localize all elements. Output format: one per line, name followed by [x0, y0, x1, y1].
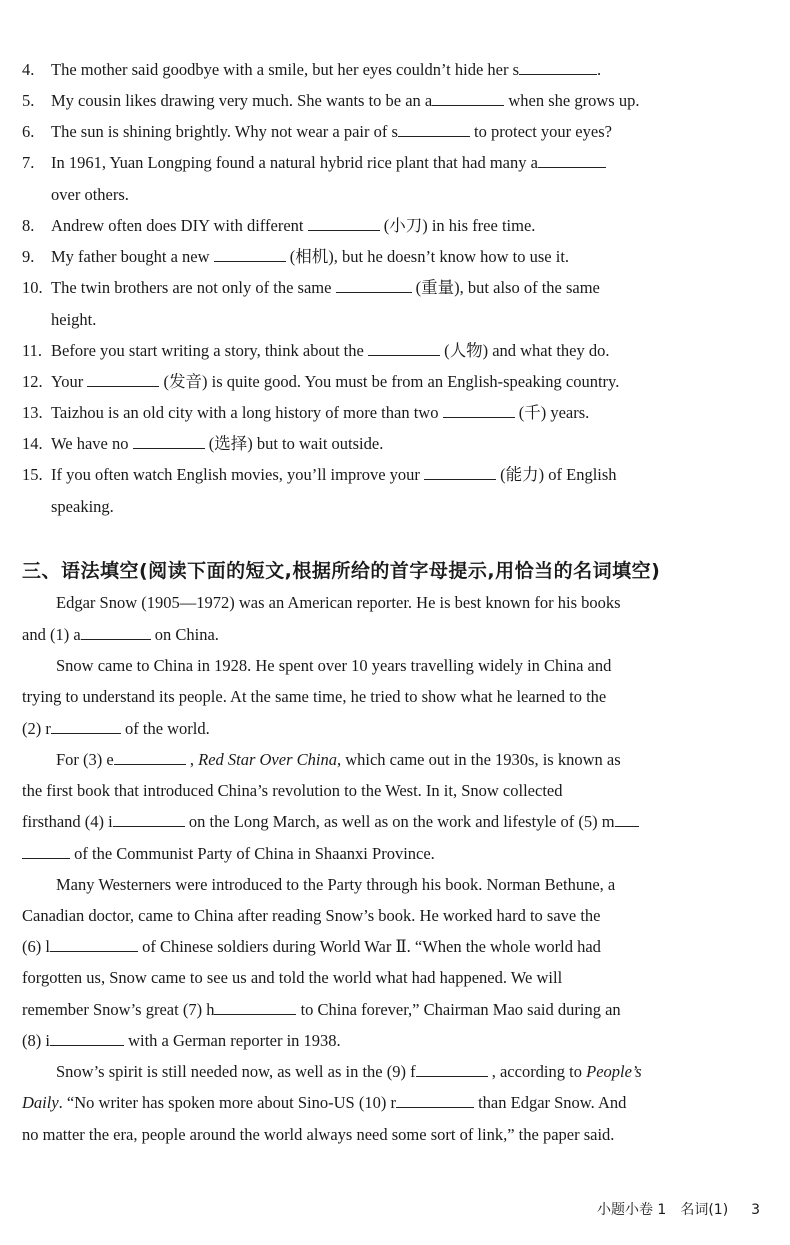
answer-blank[interactable]	[87, 370, 159, 387]
question-15-continued: speaking.	[51, 497, 114, 516]
answer-blank-9[interactable]	[416, 1060, 488, 1077]
question-4: 4. The mother said goodbye with a smile, but her eyes couldn’t hide her s .	[22, 60, 602, 79]
question-6: 6. The sun is shining brightly. Why not wear a pair of s to protect your eyes?	[22, 122, 612, 141]
question-8: 8. Andrew often does DIY with different (小刀) in his free time.	[22, 216, 536, 235]
answer-blank[interactable]	[519, 58, 597, 75]
answer-blank-5-continued[interactable]	[22, 842, 70, 859]
passage-line: Canadian doctor, came to China after reading Snow’s book. He worked hard to save the	[22, 906, 601, 925]
answer-blank[interactable]	[336, 276, 412, 293]
question-9: 9. My father bought a new (相机), but he doesn’t know how to use it.	[22, 247, 570, 266]
answer-blank[interactable]	[538, 151, 606, 168]
passage-line: (2) r of the world.	[22, 719, 210, 738]
answer-blank-1[interactable]	[81, 623, 151, 640]
passage-line: Daily. “No writer has spoken more about Sino-US (10) r than Edgar Snow. And	[22, 1093, 627, 1112]
answer-blank-10[interactable]	[396, 1091, 474, 1108]
answer-blank-8[interactable]	[50, 1029, 124, 1046]
passage-line: no matter the era, people around the world always need some sort of link,” the paper said.	[22, 1125, 615, 1144]
passage-line: of the Communist Party of China in Shaanxi Province.	[22, 838, 435, 870]
page-number: 3	[751, 1202, 760, 1218]
answer-blank[interactable]	[443, 401, 515, 418]
question-11: 11. Before you start writing a story, think about the (人物) and what they do.	[22, 341, 610, 360]
answer-blank-2[interactable]	[51, 717, 121, 734]
question-13: 13. Taizhou is an old city with a long history of more than two (千) years.	[22, 403, 590, 422]
question-10-continued: height.	[51, 310, 97, 329]
page-footer	[597, 1199, 760, 1219]
passage-line: Edgar Snow (1905—1972) was an American reporter. He is best known for his books	[56, 593, 621, 612]
answer-blank-6[interactable]	[50, 935, 138, 952]
passage-line: (6) l of Chinese soldiers during World War Ⅱ. “When the whole world had	[22, 937, 601, 956]
section-title: 三、语法填空(阅读下面的短文,根据所给的首字母提示,用恰当的名词填空)	[22, 560, 661, 582]
passage-line: trying to understand its people. At the same time, he tried to show what he learned to the	[22, 687, 607, 706]
question-14: 14. We have no (选择) but to wait outside.	[22, 434, 384, 453]
passage-line: forgotten us, Snow came to see us and told the world what had happened. We will	[22, 968, 563, 987]
passage-line: (8) i with a German reporter in 1938.	[22, 1031, 341, 1050]
answer-blank[interactable]	[398, 120, 470, 137]
passage-line: Snow came to China in 1928. He spent over 10 years travelling widely in China and	[56, 656, 612, 675]
answer-blank[interactable]	[214, 245, 286, 262]
answer-blank[interactable]	[133, 432, 205, 449]
question-7-continued: over others.	[51, 185, 129, 204]
answer-blank[interactable]	[308, 214, 380, 231]
passage-line: remember Snow’s great (7) h to China forever,” Chairman Mao said during an	[22, 1000, 621, 1019]
answer-blank[interactable]	[424, 463, 496, 480]
passage-line: firsthand (4) i on the Long March, as well as on the work and lifestyle of (5) m	[22, 806, 639, 838]
passage-line: Many Westerners were introduced to the Party through his book. Norman Bethune, a	[56, 875, 616, 894]
question-5: 5. My cousin likes drawing very much. She wants to be an a when she grows up.	[22, 91, 640, 110]
passage-line: For (3) e , Red Star Over China, which came out in the 1930s, is known as	[56, 750, 621, 769]
passage-line: the first book that introduced China’s revolution to the West. In it, Snow collected	[22, 781, 563, 800]
answer-blank-5[interactable]	[615, 810, 639, 827]
answer-blank-4[interactable]	[113, 810, 185, 827]
answer-blank[interactable]	[368, 339, 440, 356]
passage-line: and (1) a on China.	[22, 625, 219, 644]
question-12: 12. Your (发音) is quite good. You must be from an English-speaking country.	[22, 372, 620, 391]
question-7: 7. In 1961, Yuan Longping found a natural hybrid rice plant that had many a	[22, 147, 762, 179]
question-10: 10. The twin brothers are not only of the same (重量), but also of the same	[22, 278, 600, 297]
answer-blank[interactable]	[432, 89, 504, 106]
passage-line: Snow’s spirit is still needed now, as well as in the (9) f , according to People’s	[56, 1062, 642, 1081]
footer-label: 小题小卷 1 名词(1)	[596, 1202, 729, 1218]
question-15: 15. If you often watch English movies, you’ll improve your (能力) of English	[22, 465, 617, 484]
answer-blank-7[interactable]	[214, 998, 296, 1015]
answer-blank-3[interactable]	[114, 748, 186, 765]
